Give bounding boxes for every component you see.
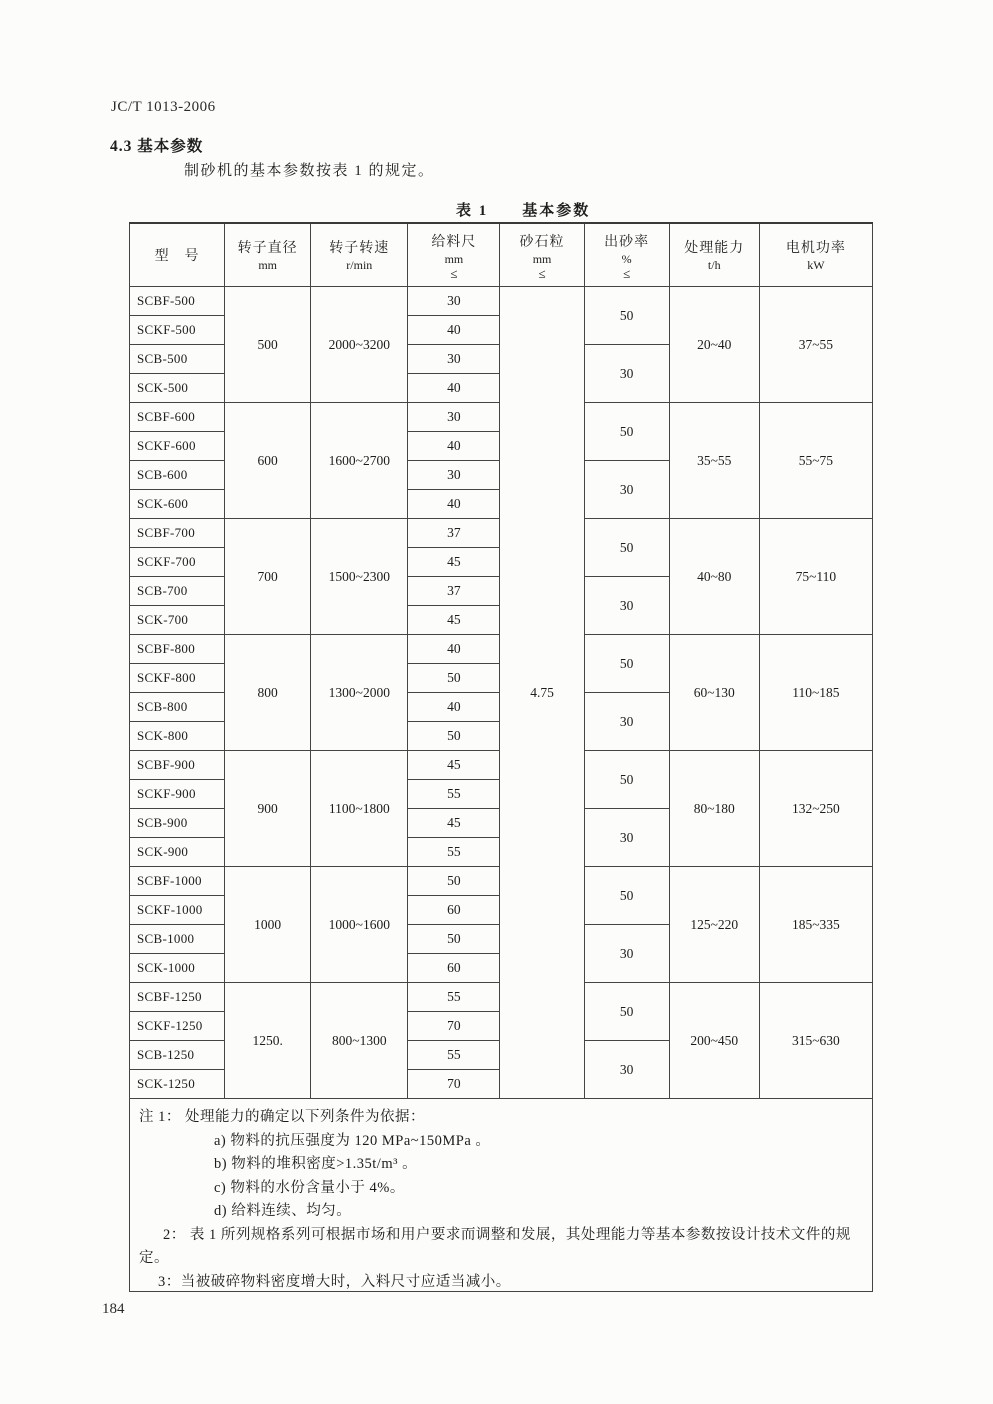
feed-size-cell: 30 xyxy=(408,461,500,490)
feed-size-cell: 37 xyxy=(408,519,500,548)
header-rotor-speed xyxy=(311,223,408,287)
rotor-speed-cell: 1100~1800 xyxy=(311,751,408,867)
feed-size-cell: 30 xyxy=(408,403,500,432)
motor-power-cell: 37~55 xyxy=(759,287,872,403)
header-feed-size-label: 给料尺 xyxy=(431,234,477,250)
model-cell: SCKF-500 xyxy=(130,316,225,345)
header-sand-particle-unit: mm xyxy=(532,251,552,266)
header-capacity xyxy=(669,223,759,287)
table-caption xyxy=(456,199,590,220)
table-title-text: 基本参数 xyxy=(522,203,591,219)
capacity-cell: 20~40 xyxy=(669,287,759,403)
model-cell: SCBF-500 xyxy=(130,287,225,316)
header-feed-size-lte: ≤ xyxy=(450,265,458,281)
model-cell: SCKF-800 xyxy=(130,664,225,693)
model-cell: SCKF-1250 xyxy=(130,1012,225,1041)
note-line: 注 1： 处理能力的确定以下列条件为依据： xyxy=(139,1109,425,1125)
doc-code: JC/T 1013-2006 xyxy=(111,99,216,115)
feed-size-cell: 40 xyxy=(408,316,500,345)
sand-rate-cell: 30 xyxy=(584,577,669,635)
page-number: 184 xyxy=(102,1301,125,1317)
capacity-cell: 35~55 xyxy=(669,403,759,519)
capacity-cell: 200~450 xyxy=(669,983,759,1099)
model-cell: SCBF-700 xyxy=(130,519,225,548)
sand-particle-cell: 4.75 xyxy=(500,287,584,1099)
sand-rate-cell: 50 xyxy=(584,867,669,925)
model-cell: SCB-1250 xyxy=(130,1041,225,1070)
rotor-speed-cell: 800~1300 xyxy=(311,983,408,1099)
sand-rate-cell: 30 xyxy=(584,461,669,519)
model-cell: SCBF-900 xyxy=(130,751,225,780)
feed-size-cell: 30 xyxy=(408,287,500,316)
model-cell: SCB-800 xyxy=(130,693,225,722)
capacity-cell: 80~180 xyxy=(669,751,759,867)
feed-size-cell: 60 xyxy=(408,896,500,925)
rotor-speed-cell: 1000~1600 xyxy=(311,867,408,983)
capacity-cell: 125~220 xyxy=(669,867,759,983)
feed-size-cell: 50 xyxy=(408,867,500,896)
table-row xyxy=(130,287,873,316)
feed-size-cell: 70 xyxy=(408,1070,500,1099)
rotor-diameter-cell: 900 xyxy=(225,751,311,867)
model-cell: SCB-700 xyxy=(130,577,225,606)
model-cell: SCB-500 xyxy=(130,345,225,374)
header-capacity-label: 处理能力 xyxy=(684,241,745,256)
header-rotor-speed-unit: r/min xyxy=(346,258,373,272)
sand-rate-cell: 30 xyxy=(584,1041,669,1099)
header-model xyxy=(130,223,225,287)
header-sand-rate-lte: ≤ xyxy=(623,265,631,281)
rotor-diameter-cell: 500 xyxy=(225,287,311,403)
header-sand-rate-label: 出砂率 xyxy=(604,234,650,250)
feed-size-cell: 60 xyxy=(408,954,500,983)
model-cell: SCKF-1000 xyxy=(130,896,225,925)
feed-size-cell: 55 xyxy=(408,780,500,809)
header-row xyxy=(130,223,873,287)
capacity-cell: 60~130 xyxy=(669,635,759,751)
feed-size-cell: 50 xyxy=(408,925,500,954)
feed-size-cell: 45 xyxy=(408,809,500,838)
header-motor-power-unit: kW xyxy=(807,258,825,272)
header-rotor-diameter xyxy=(225,223,311,287)
sand-rate-cell: 50 xyxy=(584,287,669,345)
motor-power-cell: 75~110 xyxy=(759,519,872,635)
feed-size-cell: 40 xyxy=(408,374,500,403)
model-cell: SCK-500 xyxy=(130,374,225,403)
section-heading: 4.3 基本参数 xyxy=(110,138,204,155)
capacity-cell: 40~80 xyxy=(669,519,759,635)
header-sand-particle-lte: ≤ xyxy=(538,265,546,281)
parameters-table-wrap xyxy=(129,222,873,1292)
header-rotor-diameter-label: 转子直径 xyxy=(237,241,298,256)
rotor-speed-cell: 1500~2300 xyxy=(311,519,408,635)
motor-power-cell: 110~185 xyxy=(759,635,872,751)
header-feed-size-unit: mm xyxy=(444,251,464,266)
motor-power-cell: 315~630 xyxy=(759,983,872,1099)
model-cell: SCB-600 xyxy=(130,461,225,490)
header-sand-particle xyxy=(500,223,584,287)
header-motor-power xyxy=(759,223,872,287)
feed-size-cell: 40 xyxy=(408,635,500,664)
sand-rate-cell: 50 xyxy=(584,635,669,693)
model-cell: SCK-900 xyxy=(130,838,225,867)
model-cell: SCK-600 xyxy=(130,490,225,519)
header-sand-rate-unit: % xyxy=(621,251,632,266)
sand-rate-cell: 50 xyxy=(584,983,669,1041)
header-sand-rate xyxy=(584,223,669,287)
sand-rate-cell: 30 xyxy=(584,693,669,751)
feed-size-cell: 55 xyxy=(408,1041,500,1070)
header-model-label: 型 号 xyxy=(154,249,200,264)
rotor-diameter-cell: 1000 xyxy=(225,867,311,983)
feed-size-cell: 45 xyxy=(408,751,500,780)
model-cell: SCK-1000 xyxy=(130,954,225,983)
header-rotor-speed-label: 转子转速 xyxy=(329,241,390,256)
feed-size-cell: 30 xyxy=(408,345,500,374)
model-cell: SCB-1000 xyxy=(130,925,225,954)
table-header xyxy=(130,223,873,287)
model-cell: SCKF-600 xyxy=(130,432,225,461)
model-cell: SCBF-1250 xyxy=(130,983,225,1012)
sand-rate-cell: 30 xyxy=(584,809,669,867)
header-rotor-diameter-unit: mm xyxy=(258,258,278,272)
rotor-diameter-cell: 800 xyxy=(225,635,311,751)
motor-power-cell: 132~250 xyxy=(759,751,872,867)
header-sand-particle-label: 砂石粒 xyxy=(519,234,565,250)
table-body xyxy=(130,287,873,1099)
header-feed-size xyxy=(408,223,500,287)
header-capacity-unit: t/h xyxy=(707,258,721,272)
model-cell: SCK-800 xyxy=(130,722,225,751)
rotor-speed-cell: 2000~3200 xyxy=(311,287,408,403)
note-line: b) 物料的堆积密度>1.35t/m³ 。 xyxy=(214,1156,418,1172)
sand-rate-cell: 30 xyxy=(584,925,669,983)
note-line: d) 给料连续、均匀。 xyxy=(214,1203,352,1219)
feed-size-cell: 40 xyxy=(408,432,500,461)
model-cell: SCK-1250 xyxy=(130,1070,225,1099)
feed-size-cell: 45 xyxy=(408,548,500,577)
sand-rate-cell: 50 xyxy=(584,519,669,577)
feed-size-cell: 37 xyxy=(408,577,500,606)
feed-size-cell: 55 xyxy=(408,838,500,867)
intro-text: 制砂机的基本参数按表 1 的规定。 xyxy=(184,163,435,179)
table-notes xyxy=(129,1099,873,1292)
rotor-diameter-cell: 600 xyxy=(225,403,311,519)
model-cell: SCKF-900 xyxy=(130,780,225,809)
note-line: 2： 表 1 所列规格系列可根据市场和用户要求而调整和发展，其处理能力等基本参数按设计技术文件的规定。 xyxy=(139,1226,851,1266)
model-cell: SCK-700 xyxy=(130,606,225,635)
feed-size-cell: 40 xyxy=(408,490,500,519)
model-cell: SCB-900 xyxy=(130,809,225,838)
sand-rate-cell: 50 xyxy=(584,403,669,461)
feed-size-cell: 55 xyxy=(408,983,500,1012)
feed-size-cell: 70 xyxy=(408,1012,500,1041)
note-line: 3：当被破碎物料密度增大时，入料尺寸应适当减小。 xyxy=(158,1273,511,1290)
feed-size-cell: 45 xyxy=(408,606,500,635)
feed-size-cell: 50 xyxy=(408,664,500,693)
sand-rate-cell: 50 xyxy=(584,751,669,809)
model-cell: SCBF-800 xyxy=(130,635,225,664)
feed-size-cell: 40 xyxy=(408,693,500,722)
model-cell: SCKF-700 xyxy=(130,548,225,577)
motor-power-cell: 185~335 xyxy=(759,867,872,983)
rotor-speed-cell: 1300~2000 xyxy=(311,635,408,751)
rotor-diameter-cell: 1250. xyxy=(225,983,311,1099)
rotor-diameter-cell: 700 xyxy=(225,519,311,635)
model-cell: SCBF-600 xyxy=(130,403,225,432)
sand-rate-cell: 30 xyxy=(584,345,669,403)
header-motor-power-label: 电机功率 xyxy=(785,241,846,256)
note-line: c) 物料的水份含量小于 4%。 xyxy=(214,1179,405,1196)
feed-size-cell: 50 xyxy=(408,722,500,751)
motor-power-cell: 55~75 xyxy=(759,403,872,519)
note-line: a) 物料的抗压强度为 120 MPa~150MPa 。 xyxy=(214,1132,491,1149)
table-label: 表 1 xyxy=(456,203,489,219)
rotor-speed-cell: 1600~2700 xyxy=(311,403,408,519)
model-cell: SCBF-1000 xyxy=(130,867,225,896)
parameters-table xyxy=(129,222,873,1099)
